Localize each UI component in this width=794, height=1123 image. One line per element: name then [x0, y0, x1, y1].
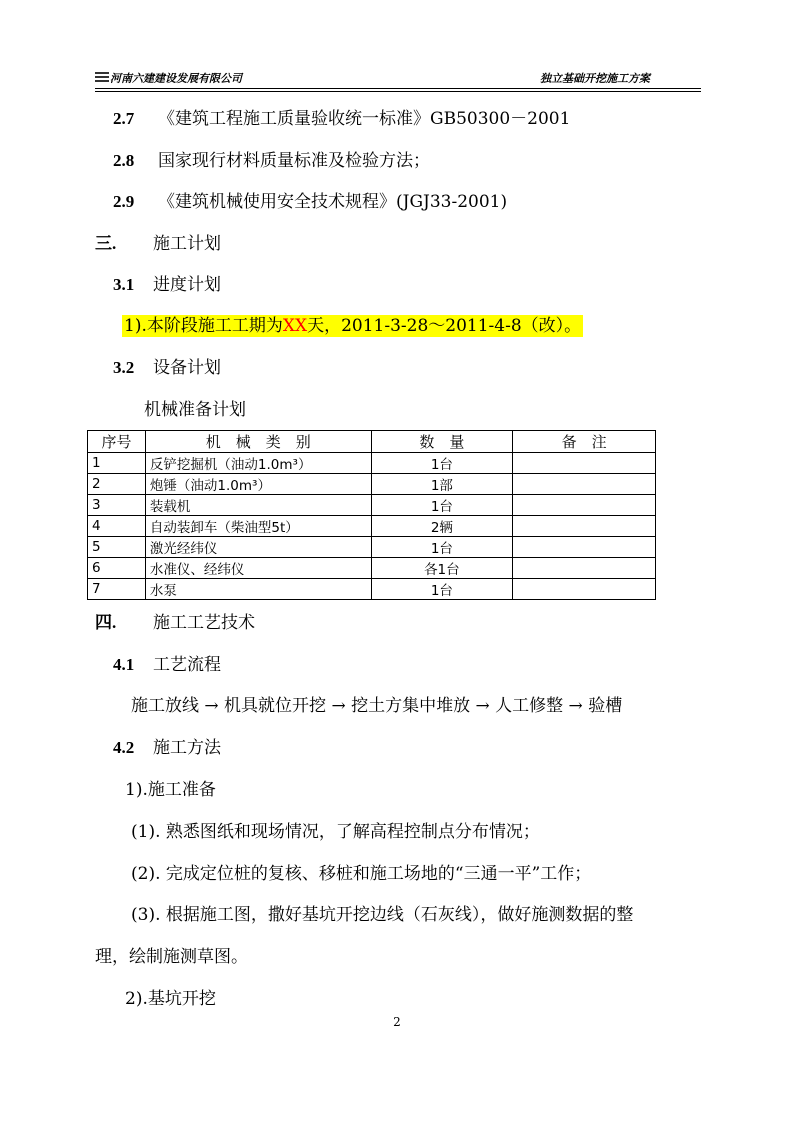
- table-row: [88, 495, 656, 516]
- table-row: [88, 558, 656, 579]
- cell-index: 4: [88, 516, 146, 537]
- table-header-row: [88, 431, 656, 453]
- schedule-line: [122, 315, 583, 337]
- header-rule: [95, 88, 701, 89]
- cell-quantity: 1台: [371, 453, 513, 474]
- cell-index: 3: [88, 495, 146, 516]
- section-2-7: [113, 108, 570, 130]
- cell-remarks: [513, 558, 656, 579]
- cell-quantity: 1台: [371, 579, 513, 600]
- section-number: 3.1: [113, 275, 135, 294]
- header-cell-machine: 机 械 类 别: [145, 431, 371, 453]
- cell-index: 2: [88, 474, 146, 495]
- table-row: [88, 516, 656, 537]
- cell-quantity: 2辆: [371, 516, 513, 537]
- cell-quantity: 1台: [371, 495, 513, 516]
- section-text: 工艺流程: [153, 655, 221, 675]
- schedule-placeholder-xx: XX: [282, 316, 308, 336]
- section-2-9: [113, 191, 507, 213]
- cell-machine: 自动装卸车（柴油型5t）: [145, 516, 371, 537]
- table-row: [88, 537, 656, 558]
- section-text: 进度计划: [153, 275, 221, 295]
- cell-remarks: [513, 453, 656, 474]
- cell-remarks: [513, 579, 656, 600]
- section-number: 4.2: [113, 738, 135, 757]
- section-number: 2.7: [113, 109, 135, 128]
- section-text: 设备计划: [153, 358, 221, 378]
- cell-remarks: [513, 495, 656, 516]
- section-number: 3.2: [113, 358, 135, 377]
- cell-machine: 激光经纬仪: [145, 537, 371, 558]
- header-cell-quantity: 数 量: [371, 431, 513, 453]
- table-row: [88, 474, 656, 495]
- schedule-text-pre: 1).本阶段施工工期为: [124, 316, 283, 336]
- cell-index: 7: [88, 579, 146, 600]
- highlighted-schedule: [122, 315, 583, 337]
- cell-quantity: 1部: [371, 474, 513, 495]
- cell-machine: 炮锤（油动1.0m³）: [145, 474, 371, 495]
- cell-machine: 反铲挖掘机（油动1.0m³）: [145, 453, 371, 474]
- section-3-1: [113, 274, 221, 296]
- header-cell-index: 序号: [88, 431, 146, 453]
- section-text: 施工工艺技术: [153, 613, 255, 633]
- schedule-text-post: 天，2011-3-28～2011-4-8（改）。: [307, 316, 582, 336]
- cell-machine: 装载机: [145, 495, 371, 516]
- section-number: 三.: [95, 234, 117, 253]
- cell-quantity: 各1台: [371, 558, 513, 579]
- section-4-1: [113, 654, 221, 676]
- cell-index: 5: [88, 537, 146, 558]
- cell-remarks: [513, 474, 656, 495]
- header-rule-thin: [95, 91, 701, 92]
- section-text: 施工方法: [153, 738, 221, 758]
- list-item-continuation: 理，绘制施测草图。: [95, 947, 248, 967]
- section-text: 《建筑机械使用安全技术规程》(JGJ33-2001): [158, 192, 508, 212]
- section-number: 2.8: [113, 151, 135, 170]
- cell-remarks: [513, 516, 656, 537]
- table-row: [88, 579, 656, 600]
- page-number: 2: [393, 1015, 401, 1029]
- list-item: (1). 熟悉图纸和现场情况，了解高程控制点分布情况；: [131, 822, 540, 842]
- list-item: (3). 根据施工图，撒好基坑开挖边线（石灰线），做好施测数据的整: [131, 905, 634, 925]
- section-2-8: [113, 150, 430, 172]
- machinery-table: [87, 430, 656, 600]
- section-number: 4.1: [113, 655, 135, 674]
- table-row: [88, 453, 656, 474]
- header-document-title: 独立基础开挖施工方案: [540, 72, 650, 85]
- section-4-heading: [95, 612, 255, 634]
- section-text: 《建筑工程施工质量验收统一标准》GB50300－2001: [158, 109, 571, 129]
- header-company-name: 河南六建建设发展有限公司: [110, 72, 242, 85]
- section-number: 2.9: [113, 192, 135, 211]
- company-logo-icon: [95, 72, 109, 83]
- cell-index: 6: [88, 558, 146, 579]
- section-4-2: [113, 737, 221, 759]
- cell-remarks: [513, 537, 656, 558]
- cell-machine: 水准仪、经纬仪: [145, 558, 371, 579]
- section-3-2: [113, 357, 221, 379]
- section-3-heading: [95, 233, 221, 255]
- cell-machine: 水泵: [145, 579, 371, 600]
- process-flow: 施工放线 → 机具就位开挖 → 挖土方集中堆放 → 人工修整 → 验槽: [131, 696, 623, 716]
- subsection-excavation: 2).基坑开挖: [125, 989, 216, 1009]
- list-item: (2). 完成定位桩的复核、移桩和施工场地的“三通一平”工作；: [131, 864, 592, 884]
- subsection-preparation: 1).施工准备: [125, 780, 216, 800]
- section-text: 国家现行材料质量标准及检验方法；: [158, 151, 430, 171]
- cell-quantity: 1台: [371, 537, 513, 558]
- header-cell-remarks: 备 注: [513, 431, 656, 453]
- cell-index: 1: [88, 453, 146, 474]
- table-caption: 机械准备计划: [144, 400, 246, 420]
- section-text: 施工计划: [153, 234, 221, 254]
- section-number: 四.: [95, 613, 117, 632]
